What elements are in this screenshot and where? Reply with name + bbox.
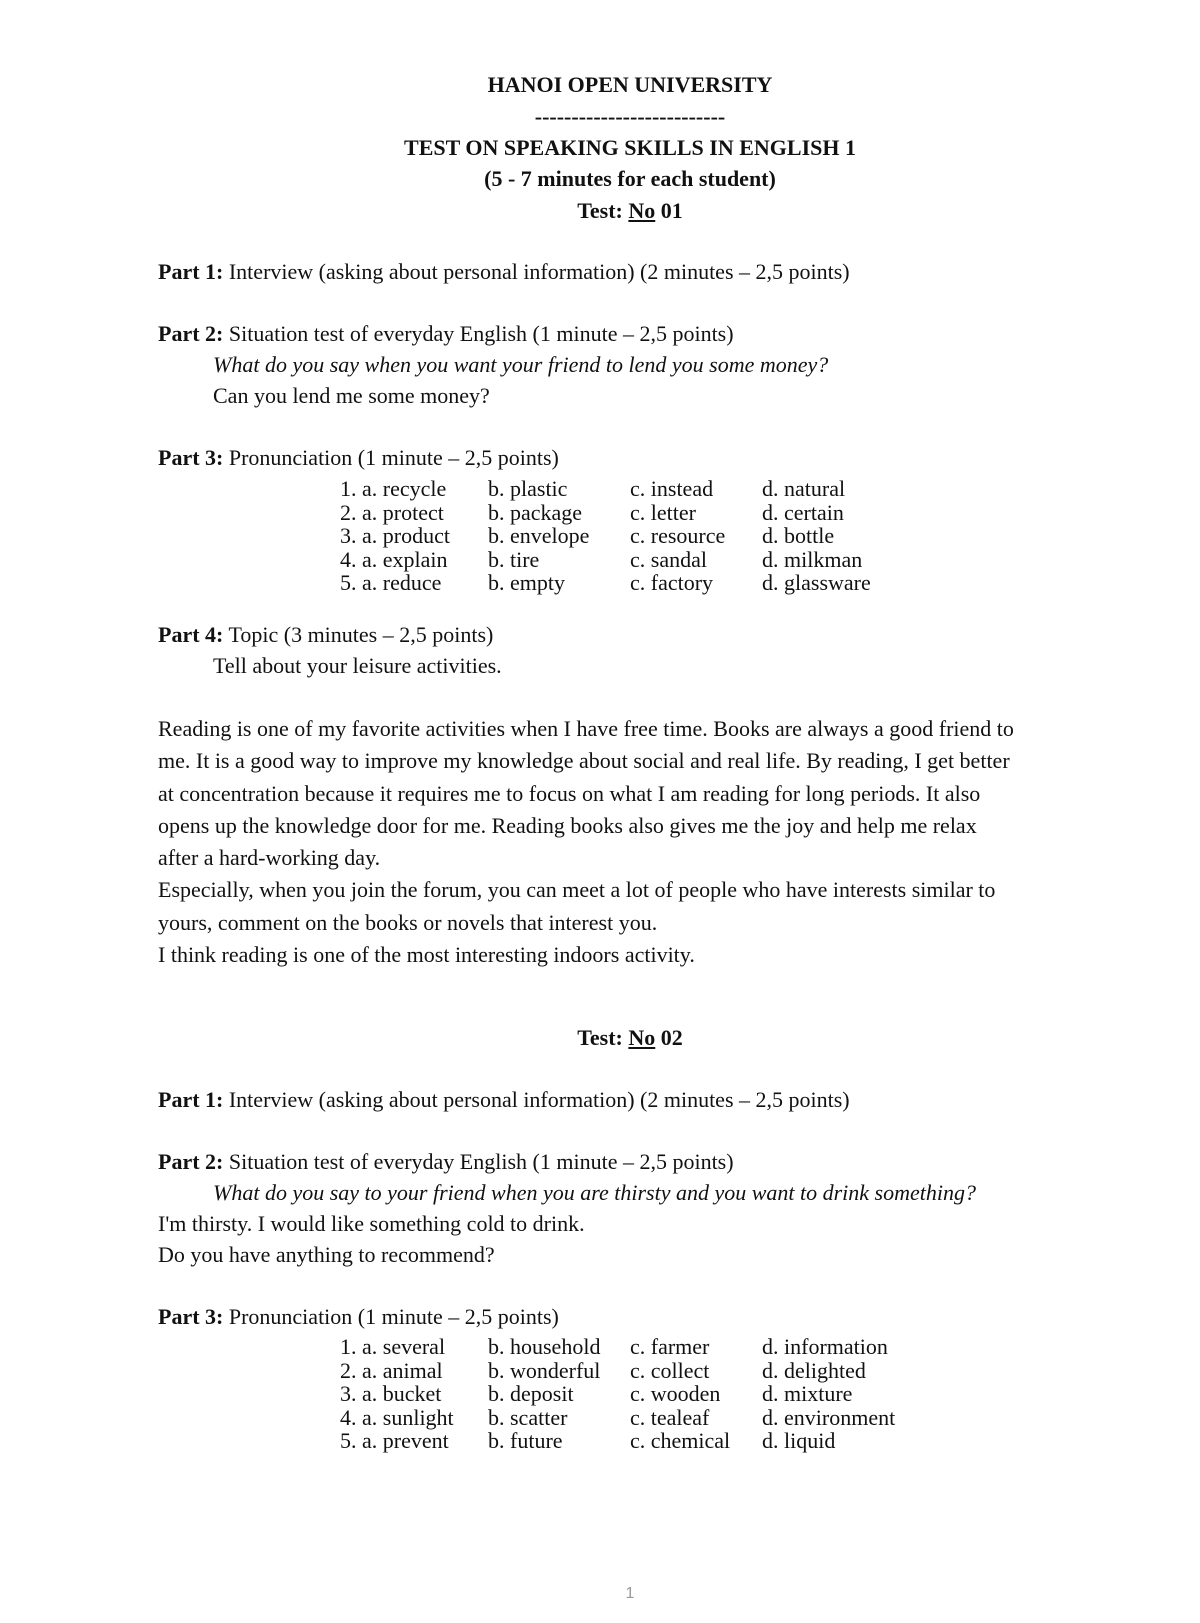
t1-part4-answer: Reading is one of my favorite activities when I have free time. Books are always a good friend to me. It is a good way to improve my knowledge about social and real life. By reading, I get better at concentration because it requires me to focus on what I am reading for long periods. It also opens up the knowledge door for me. Reading books also gives me the joy and help me relax after a hard-working day. Especially, when you join the forum, you can meet a lot of people who have interests similar to yours, comment on the books or novels that interest you. I think reading is one of the most interesting indoors activity. [158, 716, 1014, 968]
t1-part2: Part 2: Situation test of everyday English (1 minute – 2,5 points) [158, 321, 734, 346]
t1-part2-answer: Can you lend me some money? [213, 383, 490, 408]
t1-part2-question: What do you say when you want your friend to lend you some money? [213, 352, 829, 377]
t2-part2-question: What do you say to your friend when you are thirsty and you want to drink something? [213, 1180, 976, 1205]
t1-part4-prompt: Tell about your leisure activities. [213, 653, 502, 678]
document-page: HANOI OPEN UNIVERSITY -------------------------- TEST ON SPEAKING SKILLS IN ENGLISH 1 (5 - 7 minutes for each student) Test: No 01 Part 1: Interview (asking about personal information) (2 minutes – 2,5 points) Part 2: Situation test of everyday English (1 minute – 2,5 points) What do you say when you want your friend to lend you some money? Can you lend me some money? Part 3: Pronunciation (1 minute – 2,5 points) 1. a. recycle b. plastic c. instead d. natural 2. a. protect b. package c. letter d. certain 3. a. product b. envelope c. resource d. bottle 4. a. explain b. tire c. sandal d. milkman 5. a. reduce b. empty c. factory d. glassware Part 4: Topic (3 minutes – 2,5 points) Tell about your leisure activities. Reading is one of my favorite activities when I have free time. Books are always a good friend to me. It is a good way to improve my knowledge about social and real life. By reading, I get better at concentration because it requires me to focus on what I am reading for long periods. It also opens up the knowledge door for me. Reading books also gives me the joy and help me relax after a hard-working day. Especially, when you join the forum, you can meet a lot of people who have interests similar to yours, comment on the books or novels that interest you. I think reading is one of the most interesting indoors activity. Test: No 02 Part 1: Interview (asking about personal information) (2 minutes – 2,5 points) Part 2: Situation test of everyday English (1 minute – 2,5 points) What do you say to your friend when you are thirsty and you want to drink something? I'm thirsty. I would like something cold to drink. Do you have anything to recommend? Part 3: Pronunciation (1 minute – 2,5 points) 1. a. several b. household c. farmer d. information 2. a. animal b. wonderful c. collect d. delighted 3. a. bucket b. deposit c. wooden d. mixture 4. a. sunlight b. scatter c. tealeaf d. environment 5. a. prevent b. future c. chemical d. liquid 1 [0, 0, 1200, 1623]
header-divider: -------------------------- [534, 104, 726, 129]
t1-part4: Part 4: Topic (3 minutes – 2,5 points) [158, 622, 494, 647]
university-name: HANOI OPEN UNIVERSITY [487, 72, 773, 97]
test-number-02: Test: No 02 [577, 1025, 683, 1050]
t2-part2-answer-2: Do you have anything to recommend? [158, 1242, 495, 1267]
test-duration: (5 - 7 minutes for each student) [484, 166, 776, 191]
t2-part2-answer-1: I'm thirsty. I would like something cold to drink. [158, 1211, 585, 1236]
page-number: 1 [625, 1585, 635, 1602]
test-title: TEST ON SPEAKING SKILLS IN ENGLISH 1 [404, 135, 856, 160]
t1-part3: Part 3: Pronunciation (1 minute – 2,5 points) [158, 445, 559, 470]
t2-part2: Part 2: Situation test of everyday English (1 minute – 2,5 points) [158, 1149, 734, 1174]
t2-part3: Part 3: Pronunciation (1 minute – 2,5 points) [158, 1304, 559, 1329]
t2-part1: Part 1: Interview (asking about personal information) (2 minutes – 2,5 points) [158, 1087, 850, 1112]
t1-part1: Part 1: Interview (asking about personal information) (2 minutes – 2,5 points) [158, 259, 850, 284]
test-number-01: Test: No 01 [577, 198, 683, 223]
